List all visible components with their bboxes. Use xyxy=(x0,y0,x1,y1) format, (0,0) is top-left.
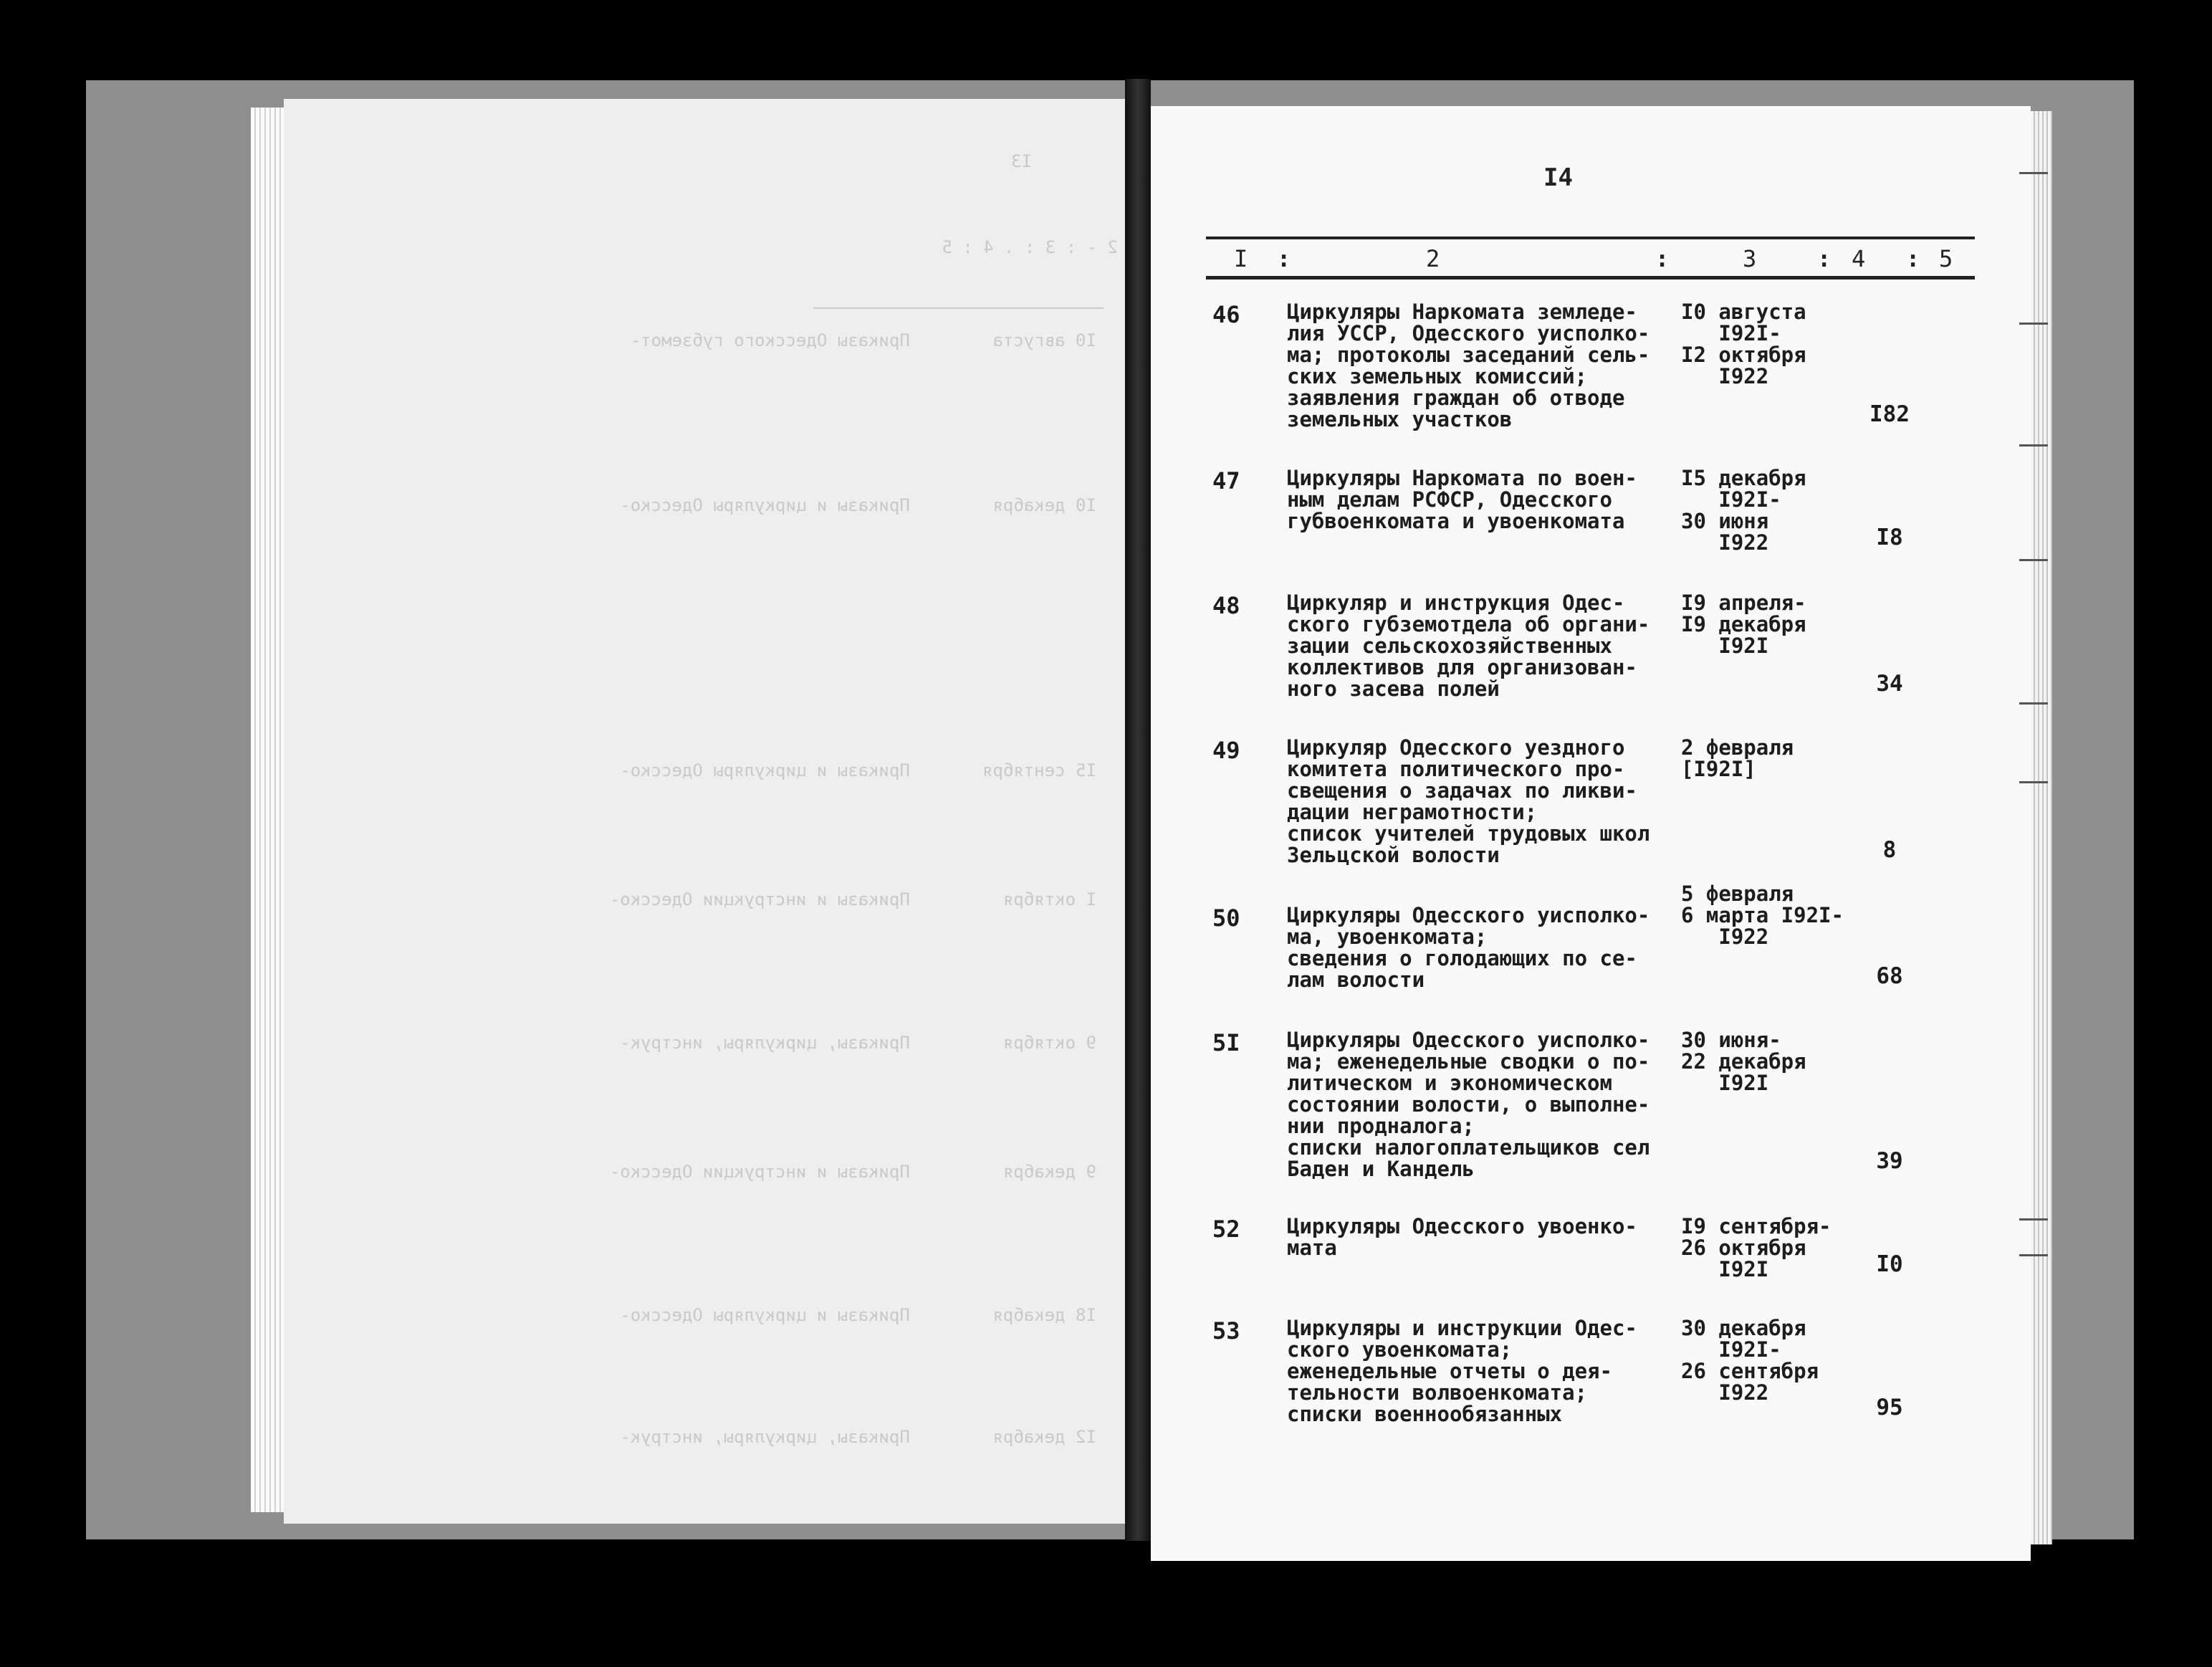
entry-dates: 30 декабря I92I- 26 сентября I922 xyxy=(1681,1316,1819,1405)
entry-number: 46 xyxy=(1212,301,1240,328)
entry-dates: 2 февраля [I92I] xyxy=(1681,735,1794,781)
edge-mark xyxy=(2019,559,2048,561)
entry-sheet-count: 39 xyxy=(1876,1148,1903,1174)
edge-mark xyxy=(2019,444,2048,446)
bleed-through-text: I3 2 - : 3 : . 4 : 5 ──────────────────────────── I0 августа Приказы Одесского губземот- I0 декабря Приказы и циркуляры Одесско- I5 сентября Приказы и циркуляры Одесско- I октября Приказы и инструкции Одесско- 9 октября Приказы, циркуляры, инструк- 9 декабря Приказы и инструкции Одесско- I8 декабря Приказы и циркуляры Одесско- I2 декабря Приказы, циркуляры, инструк- xyxy=(609,151,1118,1447)
entry-description: Циркуляр Одесского уездного комитета политического про- свещения о задачах по ликви- дации неграмотности; список учителей трудовых школ Зельцской волости xyxy=(1287,735,1650,867)
table-top-rule xyxy=(1206,237,1975,239)
entry-sheet-count: 8 xyxy=(1882,837,1897,863)
column-separator: : xyxy=(1277,245,1291,272)
edge-mark xyxy=(2019,1218,2048,1221)
entry-number: 48 xyxy=(1212,592,1240,619)
entry-sheet-count: I0 xyxy=(1876,1251,1903,1277)
entry-dates: I0 августа I92I- I2 октября I922 xyxy=(1681,300,1806,388)
entry-sheet-count: I82 xyxy=(1869,401,1910,427)
column-header-2: 2 xyxy=(1426,245,1440,272)
entry-number: 52 xyxy=(1212,1215,1240,1243)
entry-description: Циркуляры Наркомата по воен- ным делам РСФСР, Одесского губвоенкомата и увоенкомата xyxy=(1287,466,1637,533)
entry-dates: I5 декабря I92I- 30 июня I922 xyxy=(1681,466,1806,555)
entry-description: Циркуляр и инструкция Одес- ского губземотдела об органи- зации сельскохозяйственных коллективов для организован- ного засева полей xyxy=(1287,591,1650,701)
table-header-rule xyxy=(1206,276,1975,280)
entry-dates: 30 июня- 22 декабря I92I xyxy=(1681,1028,1806,1095)
entry-sheet-count: I8 xyxy=(1876,525,1903,550)
entry-dates: I9 сентября- 26 октября I92I xyxy=(1681,1214,1832,1281)
entry-description: Циркуляры Одесского уисполко- ма; еженедельные сводки о по- литическом и экономическом состоянии волости, о выполне- нии продналога; списки налогоплательщиков сел Баден и Кандель xyxy=(1287,1028,1650,1181)
edge-mark xyxy=(2019,1254,2048,1256)
entry-number: 53 xyxy=(1212,1317,1240,1344)
column-separator: : xyxy=(1906,245,1920,272)
column-header-3: 3 xyxy=(1743,245,1757,272)
entry-sheet-count: 34 xyxy=(1876,671,1903,697)
column-separator: : xyxy=(1817,245,1832,272)
entry-number: 49 xyxy=(1212,737,1240,764)
entry-sheet-count: 95 xyxy=(1876,1395,1903,1420)
entry-description: Циркуляры Одесского уисполко- ма, увоенкомата; сведения о голодающих по се- лам волости xyxy=(1287,903,1650,992)
entry-number: 47 xyxy=(1212,467,1240,495)
entry-description: Циркуляры и инструкции Одес- ского увоенкомата; еженедельные отчеты о дея- тельности волвоенкомата; списки военнообязанных xyxy=(1287,1316,1637,1426)
page-edges-right xyxy=(2031,111,2052,1544)
book-gutter xyxy=(1125,79,1151,1541)
entry-sheet-count: 68 xyxy=(1876,963,1903,989)
entry-number: 5I xyxy=(1212,1029,1240,1056)
page-number: I4 xyxy=(1543,163,1573,192)
edge-mark xyxy=(2019,781,2048,783)
entry-number: 50 xyxy=(1212,904,1240,932)
edge-mark xyxy=(2019,323,2048,325)
column-header-1: I xyxy=(1234,245,1248,272)
entry-dates: I9 апреля- I9 декабря I92I xyxy=(1681,591,1806,658)
column-separator: : xyxy=(1655,245,1670,272)
edge-mark xyxy=(2019,172,2048,174)
entry-dates: 5 февраля 6 марта I92I- I922 xyxy=(1681,882,1844,949)
column-header-5: 5 xyxy=(1939,245,1953,272)
entry-description: Циркуляры Одесского увоенко- мата xyxy=(1287,1214,1637,1260)
column-header-4: 4 xyxy=(1852,245,1866,272)
entry-description: Циркуляры Наркомата земледе- лия УССР, Одесского уисполко- ма; протоколы заседаний сель- ских земельных комиссий; заявления граждан об отводе земельных участков xyxy=(1287,300,1650,431)
edge-mark xyxy=(2019,702,2048,704)
